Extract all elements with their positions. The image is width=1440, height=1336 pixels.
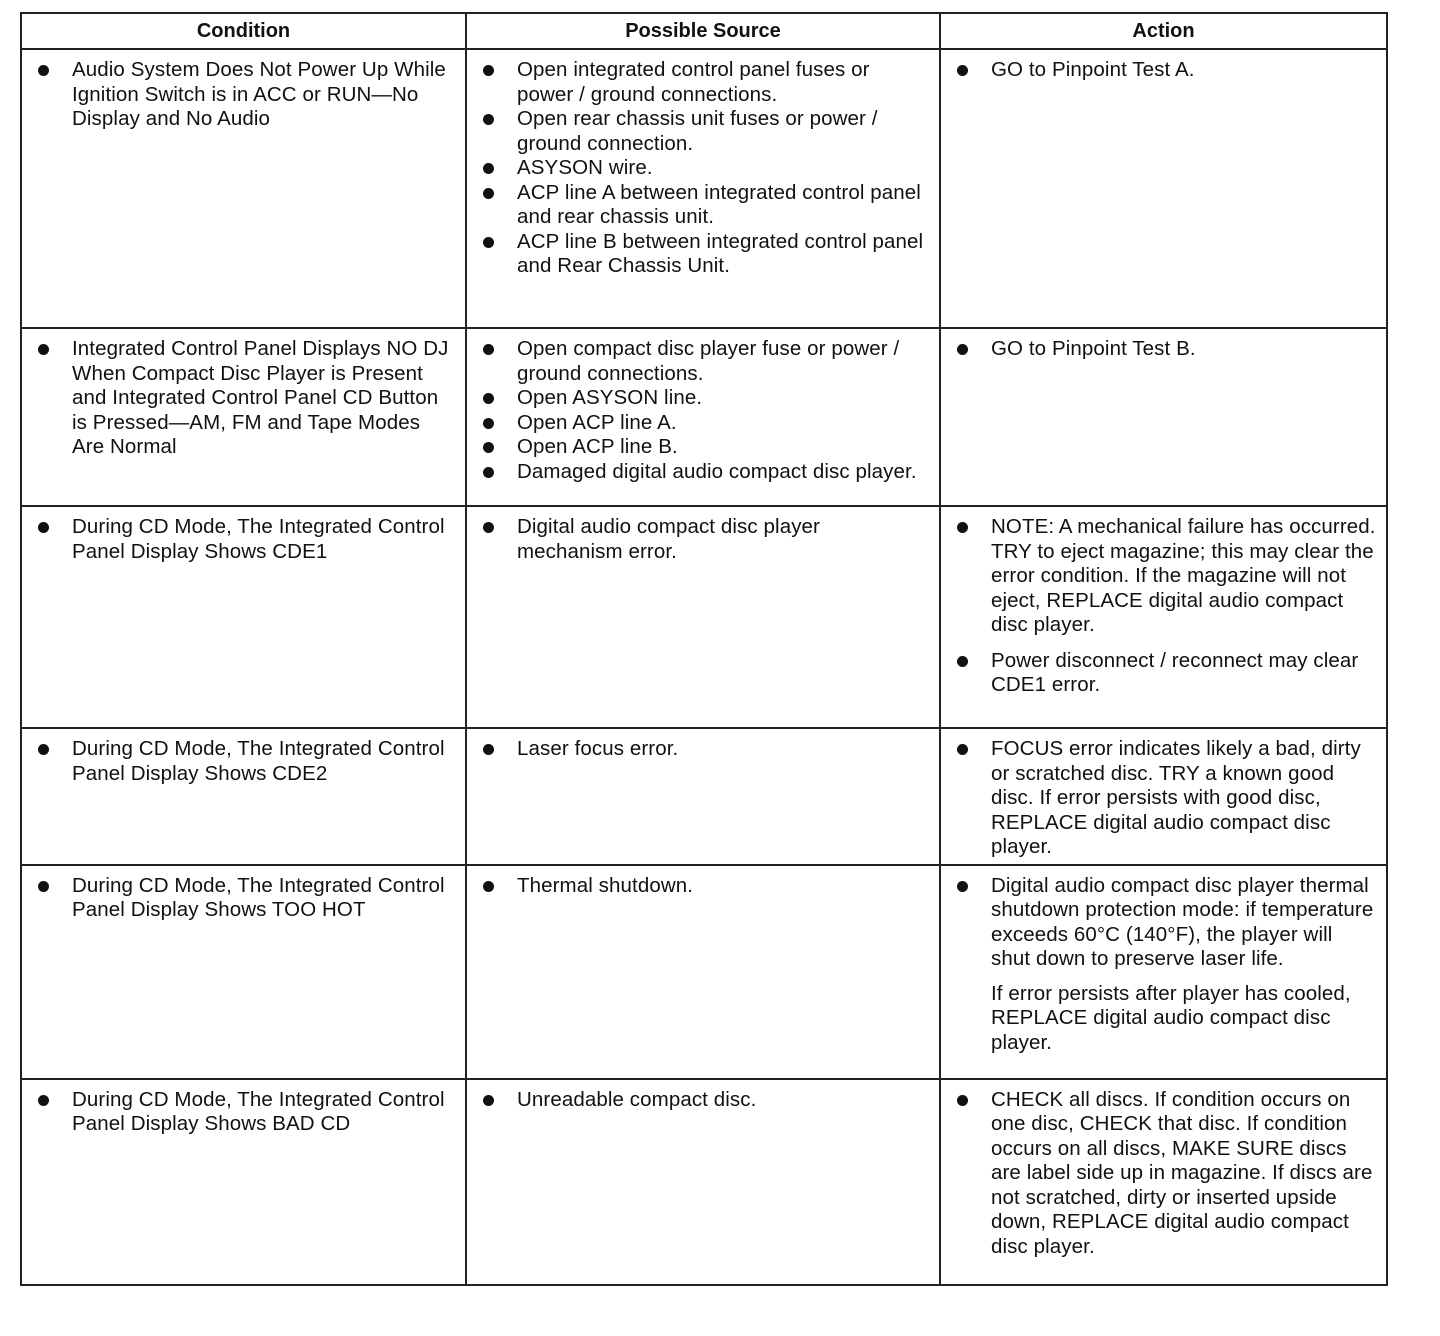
bullet-icon	[483, 1095, 494, 1106]
bullet-icon	[957, 65, 968, 76]
source-cell	[466, 865, 940, 1079]
bullet-icon	[483, 881, 494, 892]
bullet-icon	[483, 522, 494, 533]
action-cell	[940, 728, 1387, 865]
bullet-icon	[38, 744, 49, 755]
source-cell	[466, 728, 940, 865]
action-item: Power disconnect / reconnect may clear CDE1 error.	[951, 649, 1376, 698]
bullet-icon	[957, 744, 968, 755]
bullet-icon	[38, 1095, 49, 1106]
bullet-icon	[483, 393, 494, 404]
bullet-icon	[957, 522, 968, 533]
condition-cell	[21, 865, 466, 1079]
source-item: Thermal shutdown.	[477, 874, 929, 899]
source-cell	[466, 49, 940, 328]
source-cell	[466, 506, 940, 728]
table-row	[21, 506, 1387, 728]
action-item: Digital audio compact disc player thermal shutdown protection mode: if temperature exceeds 60°C (140°F), the player will shut down to preserve laser life.	[951, 874, 1376, 972]
bullet-icon	[483, 442, 494, 453]
bullet-icon	[957, 1095, 968, 1106]
table-row	[21, 1079, 1387, 1285]
bullet-icon	[483, 744, 494, 755]
bullet-icon	[483, 237, 494, 248]
bullet-icon	[483, 467, 494, 478]
bullet-icon	[38, 344, 49, 355]
header-action: Action	[940, 13, 1387, 49]
bullet-icon	[483, 188, 494, 199]
bullet-icon	[483, 163, 494, 174]
bullet-icon	[38, 522, 49, 533]
table-row	[21, 328, 1387, 506]
bullet-icon	[483, 418, 494, 429]
action-item: CHECK all discs. If condition occurs on one disc, CHECK that disc. If condition occurs on all discs, MAKE SURE discs are label side up in magazine. If discs are not scratched, dirty or inserted upside down, REPLACE digital audio compact disc player.	[951, 1088, 1376, 1260]
bullet-icon	[38, 65, 49, 76]
bullet-icon	[38, 881, 49, 892]
header-possible-source: Possible Source	[466, 13, 940, 49]
header-row	[21, 13, 1387, 49]
condition-cell	[21, 49, 466, 328]
action-cell	[940, 865, 1387, 1079]
condition-item: During CD Mode, The Integrated Control Panel Display Shows CDE2	[32, 737, 455, 786]
action-item: GO to Pinpoint Test A.	[951, 58, 1376, 83]
source-item: ACP line B between integrated control panel and Rear Chassis Unit.	[477, 230, 929, 279]
condition-cell	[21, 728, 466, 865]
condition-cell	[21, 1079, 466, 1285]
source-item: Open ACP line B.	[477, 435, 929, 460]
condition-cell	[21, 328, 466, 506]
source-cell	[466, 1079, 940, 1285]
diagnosis-table	[20, 12, 1388, 1286]
source-item: Unreadable compact disc.	[477, 1088, 929, 1113]
action-cell	[940, 328, 1387, 506]
table-row	[21, 49, 1387, 328]
source-item: Open compact disc player fuse or power / ground connections.	[477, 337, 929, 386]
bullet-icon	[957, 656, 968, 667]
action-cell	[940, 1079, 1387, 1285]
header-condition: Condition	[21, 13, 466, 49]
table-row	[21, 865, 1387, 1079]
condition-item: Integrated Control Panel Displays NO DJ When Compact Disc Player is Present and Integrated Control Panel CD Button is Pressed—AM, FM and Tape Modes Are Normal	[32, 337, 455, 460]
source-item: Open integrated control panel fuses or power / ground connections.	[477, 58, 929, 107]
table-row	[21, 728, 1387, 865]
source-item: Damaged digital audio compact disc player.	[477, 460, 929, 485]
action-cell	[940, 49, 1387, 328]
condition-item: Audio System Does Not Power Up While Ignition Switch is in ACC or RUN—No Display and No Audio	[32, 58, 455, 132]
action-item: FOCUS error indicates likely a bad, dirty or scratched disc. TRY a known good disc. If error persists with good disc, REPLACE digital audio compact disc player.	[951, 737, 1376, 860]
source-item: ASYSON wire.	[477, 156, 929, 181]
source-item: Open ACP line A.	[477, 411, 929, 436]
bullet-icon	[957, 344, 968, 355]
source-cell	[466, 328, 940, 506]
source-item: Open rear chassis unit fuses or power / ground connection.	[477, 107, 929, 156]
source-item: Laser focus error.	[477, 737, 929, 762]
condition-cell	[21, 506, 466, 728]
bullet-icon	[483, 344, 494, 355]
action-item: NOTE: A mechanical failure has occurred. TRY to eject magazine; this may clear the error condition. If the magazine will not eject, REPLACE digital audio compact disc player.	[951, 515, 1376, 638]
action-item: GO to Pinpoint Test B.	[951, 337, 1376, 362]
source-item: ACP line A between integrated control panel and rear chassis unit.	[477, 181, 929, 230]
condition-item: During CD Mode, The Integrated Control Panel Display Shows BAD CD	[32, 1088, 455, 1137]
bullet-icon	[483, 114, 494, 125]
condition-item: During CD Mode, The Integrated Control Panel Display Shows TOO HOT	[32, 874, 455, 923]
action-note: If error persists after player has cooled, REPLACE digital audio compact disc player.	[991, 981, 1351, 1054]
source-item: Open ASYSON line.	[477, 386, 929, 411]
source-item: Digital audio compact disc player mechanism error.	[477, 515, 929, 564]
condition-item: During CD Mode, The Integrated Control Panel Display Shows CDE1	[32, 515, 455, 564]
action-cell	[940, 506, 1387, 728]
bullet-icon	[957, 881, 968, 892]
bullet-icon	[483, 65, 494, 76]
